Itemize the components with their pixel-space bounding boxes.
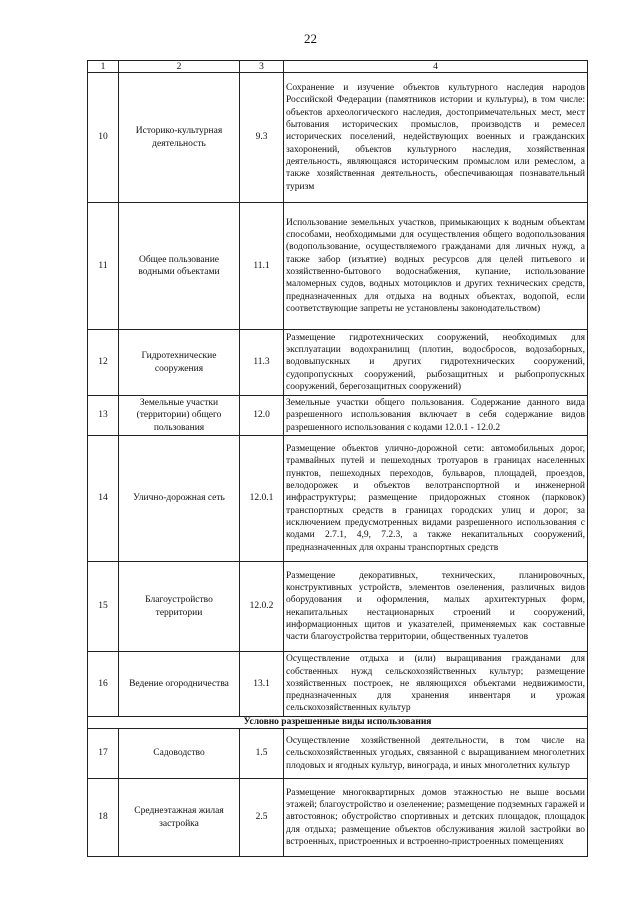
row-number: 12 — [88, 330, 119, 396]
table-row — [88, 729, 588, 779]
use-description: Размещение объектов улично-дорожной сети: автомобильных дорог, трамвайных путей и пешеходных тротуаров в границах населенных пунктов, пешеходных переходов, бульваров, площадей, проездов, велодорожек и объектов велотранспортной и инженерной инфраструктуры; размещение придорожных стоянок (парковок) транспортных средств в границах городских улиц и дорог, за исключением предусмотренных видами разрешенного использования с кодами 2.7.1, 4,9, 7.2.3, а также некапитальных сооружений, предназначенных для охраны транспортных средств — [284, 436, 588, 562]
row-number: 15 — [88, 562, 119, 652]
use-description: Земельные участки общего пользования. Содержание данного вида разрешенного использования включает в себя содержание видов разрешенного использования с кодами 12.0.1 - 12.0.2 — [284, 396, 588, 436]
use-description: Размещение декоративных, технических, планировочных, конструктивных устройств, элементов озеленения, различных видов оборудования и оформления, малых архитектурных форм, некапитальных нестационарных строений и сооружений, информационных щитов и указателей, применяемых как составные части благоустройства территории, общественных туалетов — [284, 562, 588, 652]
row-number: 17 — [88, 729, 119, 779]
table-row — [88, 652, 588, 717]
header-cell: 3 — [240, 61, 284, 73]
use-code: 9.3 — [240, 73, 284, 203]
use-code: 13.1 — [240, 652, 284, 717]
row-number: 16 — [88, 652, 119, 717]
use-code: 11.1 — [240, 203, 284, 330]
use-description: Размещение многоквартирных домов этажностью не выше восьми этажей; благоустройство и озеленение; размещение подземных гаражей и автостоянок; обустройство спортивных и детских площадок, площадок для отдыха; размещение объектов обслуживания жилой застройки во встроенных, пристроенных и встроенно-пристроенных помещениях — [284, 779, 588, 857]
header-cell: 2 — [119, 61, 240, 73]
use-description: Сохранение и изучение объектов культурного наследия народов Российской Федерации (памятников истории и культуры), в том числе: объектов археологического наследия, достопримечательных мест, мест бытования исторических промыслов, производств и ремесел исторических поселений, недействующих военных и гражданских захоронений, объектов культурного наследия, хозяйственная деятельность, являющаяся историческим промыслом или ремеслом, а также хозяйственная деятельность, обеспечивающая познавательный туризм — [284, 73, 588, 203]
use-code: 11.3 — [240, 330, 284, 396]
row-number: 11 — [88, 203, 119, 330]
use-code: 12.0.2 — [240, 562, 284, 652]
use-code: 12.0.1 — [240, 436, 284, 562]
table-row — [88, 436, 588, 562]
use-name: Историко-культурная деятельность — [119, 73, 240, 203]
use-name: Гидротехнические сооружения — [119, 330, 240, 396]
table-row — [88, 779, 588, 857]
table-row — [88, 330, 588, 396]
use-description: Размещение гидротехнических сооружений, необходимых для эксплуатации водохранилищ (плотин, водосбросов, водозаборных, водовыпускных и других гидротехнических сооружений, судопропускных сооружений, рыбозащитных и рыбопропускных сооружений, берегозащитных сооружений) — [284, 330, 588, 396]
use-name: Благоустройство территории — [119, 562, 240, 652]
header-cell: 4 — [284, 61, 588, 73]
row-number: 14 — [88, 436, 119, 562]
use-name: Общее пользование водными объектами — [119, 203, 240, 330]
use-description: Осуществление отдыха и (или) выращивания гражданами для собственных нужд сельскохозяйственных культур; размещение хозяйственных построек, не являющихся объектами недвижимости, предназначенных для хранения инвентаря и урожая сельскохозяйственных культур — [284, 652, 588, 717]
use-code: 12.0 — [240, 396, 284, 436]
section-title: Условно разрешенные виды использования — [88, 717, 588, 729]
use-name: Садоводство — [119, 729, 240, 779]
use-description: Осуществление хозяйственной деятельности, в том числе на сельскохозяйственных угодьях, связанной с выращиванием многолетних плодовых и ягодных культур, винограда, и иных многолетних культур — [284, 729, 588, 779]
table-row — [88, 73, 588, 203]
use-name: Улично-дорожная сеть — [119, 436, 240, 562]
header-row — [88, 61, 588, 73]
section-header-row — [88, 717, 588, 729]
use-code: 1.5 — [240, 729, 284, 779]
row-number: 18 — [88, 779, 119, 857]
table-row — [88, 396, 588, 436]
use-name: Среднеэтажная жилая застройка — [119, 779, 240, 857]
page-number: 22 — [304, 31, 317, 46]
row-number: 10 — [88, 73, 119, 203]
header-cell: 1 — [88, 61, 119, 73]
table-row — [88, 562, 588, 652]
use-name: Ведение огородничества — [119, 652, 240, 717]
table-row — [88, 203, 588, 330]
use-description: Использование земельных участков, примыкающих к водным объектам способами, необходимыми для осуществления общего водопользования (водопользование, осуществляемого гражданами для личных нужд, а также забор (изъятие) водных ресурсов для целей питьевого и хозяйственно-бытового водоснабжения, купание, использование маломерных судов, водных мотоциклов и других технических средств, предназначенных для отдыха на водных объектах, водопой, если соответствующие запреты не установлены законодательством) — [284, 203, 588, 330]
use-name: Земельные участки (территории) общего пользования — [119, 396, 240, 436]
use-code: 2.5 — [240, 779, 284, 857]
row-number: 13 — [88, 396, 119, 436]
land-use-table — [87, 60, 588, 857]
